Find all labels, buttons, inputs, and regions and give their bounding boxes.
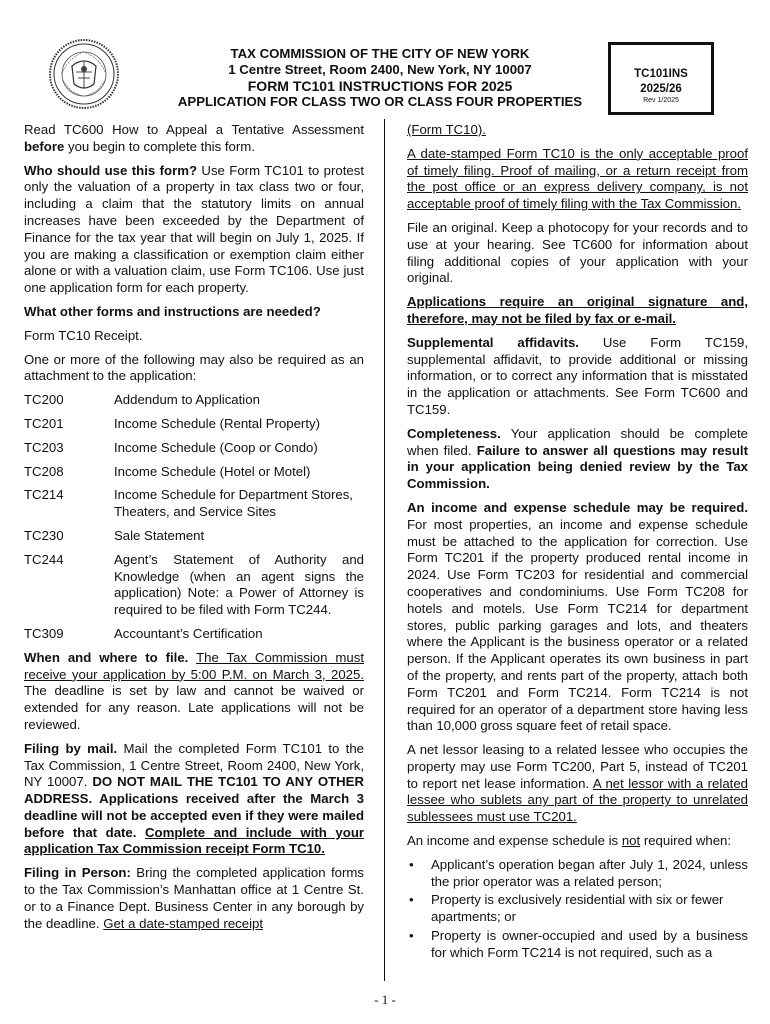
attachment-intro: One or more of the following may also be required as an attachment to the application: xyxy=(24,351,364,384)
left-column xyxy=(24,122,364,939)
form-row: TC244 Agent’s Statement of Authority and Knowledge (when an agent signs the application) Note: a Power of Attorney is required to be filed with Form TC244. xyxy=(24,551,364,618)
filing-in-person-paragraph: Filing in Person: Bring the completed application forms to the Tax Commission’s Manhattan office at 1 Centre St. or to a Finance Dept. Business Center in any borough by the deadline. Get a date-stamped receipt xyxy=(24,865,364,931)
income-schedule-paragraph: An income and expense schedule may be required. For most properties, an income and expense schedule must be attached to the application for correction. Use Form TC201 if the property produced rental income in 2024. Use Form TC203 for residential and commercial cooperatives and condominiums. Use Form TC208 for hotels and motels. Use Form TC214 for department stores, public parking garages and lots, and theaters where the Applicant is the business operator or a related person. If the Applicant operates its own business in part of the property, and rents part of the property, attach both Form TC201 and Form TC214. Form TC214 is not required for an operator of a department store having less than 10,000 gross square feet of retail space. xyxy=(407,499,748,734)
filing-in-person-heading: Filing in Person: xyxy=(24,865,131,881)
not-required-intro: An income and expense schedule is not required when: xyxy=(407,833,732,849)
completeness-paragraph: Completeness. Your application should be complete when filed. Failure to answer all questions may result in your application being denied review by the Tax Commission. xyxy=(407,425,748,492)
form-row: TC201 Income Schedule (Rental Property) xyxy=(24,415,320,431)
who-should-use-paragraph: Who should use this form? Use Form TC101 to protest only the valuation of a property in tax class two or four, including a claim that the statutory limits on annual increases have been exceeded by the Department of Finance for the tax year that will begin on July 1, 2025. If you are making a classification or exemption claim either alone or with a valuation claim, use Form TC106. Use just one application form for each property. xyxy=(24,162,364,296)
form-id-box xyxy=(608,42,714,115)
filing-by-mail-paragraph: Filing by mail. Mail the completed Form TC101 to the Tax Commission, 1 Centre Street, Room 2400, New York, NY 10007. DO NOT MAIL THE TC101 TO ANY OTHER ADDRESS. Applications received after the March 3 deadline will not be accepted even if they were mailed before that date. Complete and include with your application Tax Commission receipt Form TC10. xyxy=(24,740,365,857)
form-row: TC208 Income Schedule (Hotel or Motel) xyxy=(24,463,311,479)
list-item: • Applicant’s operation began after July 1, 2024, unless the prior operator was a related person; xyxy=(407,857,748,891)
not-required-list xyxy=(407,857,748,962)
file-original-paragraph: File an original. Keep a photocopy for your records and to use at your hearing. See TC600 for information about filing additional copies of your application with your original. xyxy=(407,219,748,286)
header-address: 1 Centre Street, Room 2400, New York, NY 10007 xyxy=(228,62,532,77)
form-code: TC101INS xyxy=(634,68,688,80)
header-subtitle: APPLICATION FOR CLASS TWO OR CLASS FOUR PROPERTIES xyxy=(177,94,583,109)
date-stamp-proof-paragraph: A date-stamped Form TC10 is the only acceptable proof of timely filing. Proof of mailing, or a return receipt from the post office or an express delivery company, is not acceptable proof of timely filing with the Tax Commission. xyxy=(407,145,748,212)
form-row: TC200 Addendum to Application xyxy=(24,392,260,408)
right-column xyxy=(407,122,748,964)
page-number: - 1 - xyxy=(374,992,396,1007)
filing-by-mail-heading: Filing by mail. xyxy=(24,740,118,756)
form-revision: Rev 1/2025 xyxy=(643,97,679,104)
supplemental-affidavits-paragraph: Supplemental affidavits. Use Form TC159, supplemental affidavit, to provide additional or missing information, or to correct any information that is misstated in the application or attachments. See Form TC600 and TC159. xyxy=(407,334,748,417)
list-item: • Property is owner-occupied and used by a business for which Form TC214 is not required, such as a xyxy=(407,928,748,962)
net-lessor-paragraph: A net lessor leasing to a related lessee who occupies the property may use Form TC200, Part 5, instead of TC201 to report net lease information. A net lessor with a related lessee who sublets any part of the property to unrelated sublessees must use TC201. xyxy=(407,742,748,825)
when-where-heading: When and where to file. xyxy=(24,649,189,665)
when-where-paragraph: When and where to file. The Tax Commission must receive your application by 5:00 P.M. on March 3, 2025. The deadline is set by law and cannot be waived or extended for any reason. Late applications will not be reviewed. xyxy=(24,649,364,732)
form-row: TC309 Accountant’s Certification xyxy=(24,625,263,641)
form-row: TC214 Income Schedule for Department Stores, Theaters, and Service Sites xyxy=(24,487,353,520)
income-schedule-heading: An income and expense schedule may be required. xyxy=(407,499,748,515)
column-divider xyxy=(384,119,385,981)
supplemental-affidavits-heading: Supplemental affidavits. xyxy=(407,334,579,350)
list-item: • Property is exclusively residential with six or fewer apartments; or xyxy=(407,892,748,926)
who-should-use-heading: Who should use this form? xyxy=(24,162,197,178)
header-form-title: FORM TC101 INSTRUCTIONS FOR 2025 xyxy=(247,78,513,94)
header-line-1: TAX COMMISSION OF THE CITY OF NEW YORK xyxy=(230,46,530,61)
nyc-seal-logo xyxy=(48,38,120,110)
signature-requirement: Applications require an original signature and, therefore, may not be filed by fax or e-mail. xyxy=(407,294,748,326)
form-row: TC230 Sale Statement xyxy=(24,527,205,543)
completeness-heading: Completeness. xyxy=(407,425,501,441)
page-header xyxy=(150,46,610,110)
receipt-line: Form TC10 Receipt. xyxy=(24,327,143,343)
form-year: 2025/26 xyxy=(640,83,682,95)
other-forms-heading: What other forms and instructions are needed? xyxy=(24,303,321,319)
intro-paragraph: Read TC600 How to Appeal a Tentative Assessment before you begin to complete this form. xyxy=(24,122,364,154)
forms-list xyxy=(24,392,364,643)
receipt-continuation: (Form TC10). xyxy=(407,122,486,137)
form-row: TC203 Income Schedule (Coop or Condo) xyxy=(24,439,318,455)
